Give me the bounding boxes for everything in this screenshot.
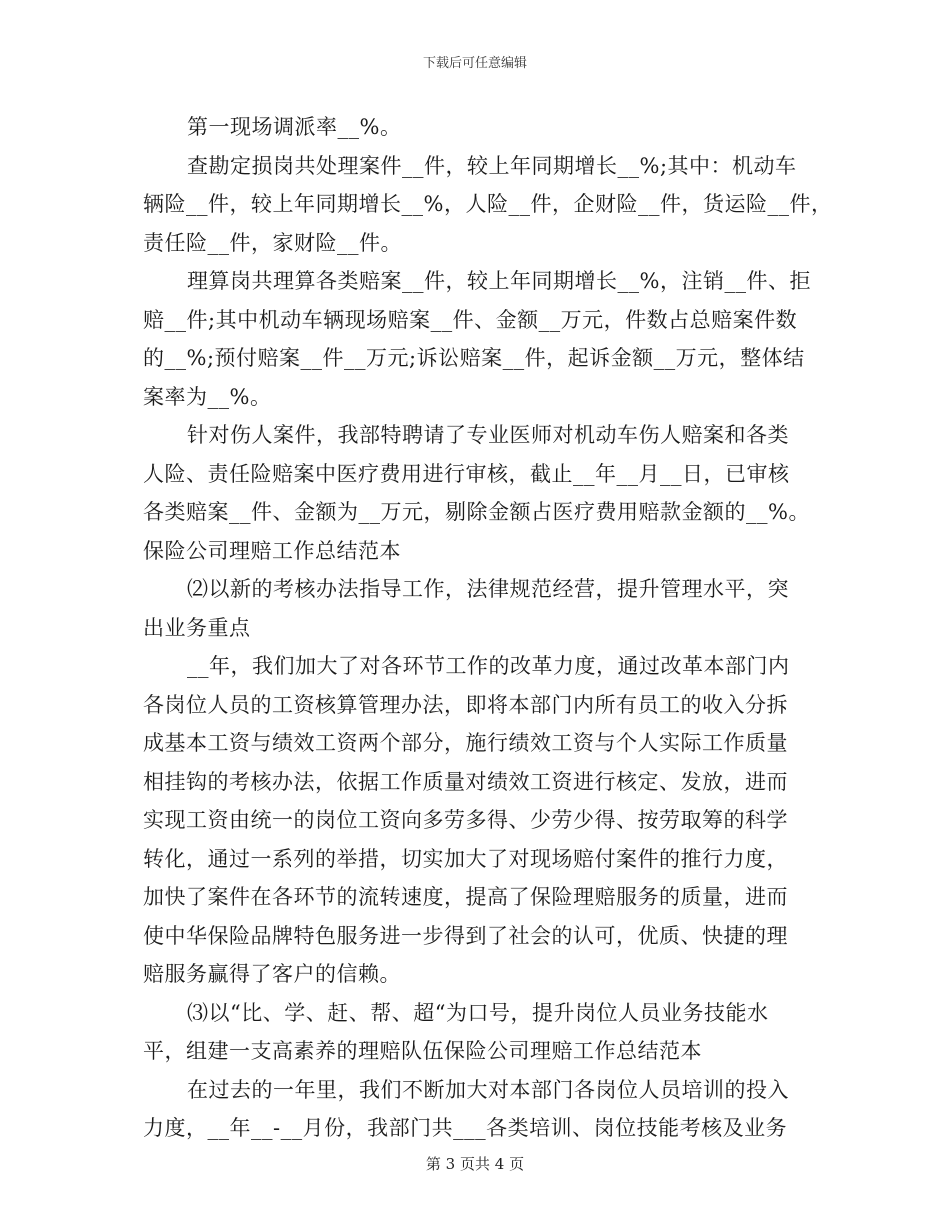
text-line: 理算岗共理算各类赔案__件，较上年同期增长__%，注销__件、拒 xyxy=(187,269,811,293)
text-line: __年，我们加大了对各环节工作的改革力度，通过改革本部门内 xyxy=(187,654,790,678)
text-line: 出业务重点 xyxy=(143,615,251,640)
page-footer: 第 3 页共 4 页 xyxy=(425,1155,525,1173)
text-line: 查勘定损岗共处理案件__件，较上年同期增长__%;其中：机动车 xyxy=(187,153,797,178)
page-header: 下载后可任意编辑 xyxy=(422,56,527,71)
text-line: 人险、责任险赔案中医疗费用进行审核，截止__年__月__日，已审核 xyxy=(143,461,790,486)
text-line: 各岗位人员的工资核算管理办法，即将本部门内所有员工的收入分拆 xyxy=(143,692,788,717)
text-line: 使中华保险品牌特色服务进一步得到了社会的认可，优质、快捷的理 xyxy=(143,923,788,948)
text-line: 实现工资由统一的岗位工资向多劳多得、少劳少得、按劳取筹的科学 xyxy=(143,808,788,832)
text-line: 辆险__件，较上年同期增长__%，人险__件，企财险__件，货运险__件， xyxy=(143,192,833,216)
text-line: 针对伤人案件，我部特聘请了专业医师对机动车伤人赔案和各类 xyxy=(187,423,789,447)
text-line: 平，组建一支高素养的理赔队伍保险公司理赔工作总结范本 xyxy=(143,1039,702,1063)
text-line: 案率为__%。 xyxy=(143,384,272,409)
text-line: 相挂钩的考核办法，依据工作质量对绩效工资进行核定、发放，进而 xyxy=(143,769,788,794)
document-body xyxy=(143,108,833,1148)
text-line: 责任险__件，家财险__件。 xyxy=(143,230,402,255)
text-line: 成基本工资与绩效工资两个部分，施行绩效工资与个人实际工作质量 xyxy=(143,731,788,755)
section-title-line: 保险公司理赔工作总结范本 xyxy=(143,538,401,563)
text-line: 力度，__年__-__月份，我部门共___各类培训、岗位技能考核及业务 xyxy=(143,1116,788,1140)
text-line: 的__%;预付赔案__件__万元;诉讼赔案__件，起诉金额__万元，整体结 xyxy=(143,346,805,370)
text-line: 第一现场调派率__%。 xyxy=(187,115,402,139)
text-line: 在过去的一年里，我们不断加大对本部门各岗位人员培训的投入 xyxy=(187,1077,789,1102)
text-line: ⑵以新的考核办法指导工作，法律规范经营，提升管理水平，突 xyxy=(187,577,789,601)
text-line: 各类赔案__件、金额为__万元，剔除金额占医疗费用赔款金额的__%。 xyxy=(143,500,810,524)
text-line: ⑶以“比、学、赶、帮、超“为口号，提升岗位人员业务技能水 xyxy=(187,1000,769,1025)
text-line: 转化，通过一系列的举措，切实加大了对现场赔付案件的推行力度， xyxy=(143,846,788,871)
text-line: 赔服务赢得了客户的信赖。 xyxy=(143,962,401,986)
text-line: 赔__件;其中机动车辆现场赔案__件、金额__万元，件数占总赔案件数 xyxy=(143,307,798,332)
text-line: 加快了案件在各环节的流转速度，提高了保险理赔服务的质量，进而 xyxy=(143,885,788,909)
